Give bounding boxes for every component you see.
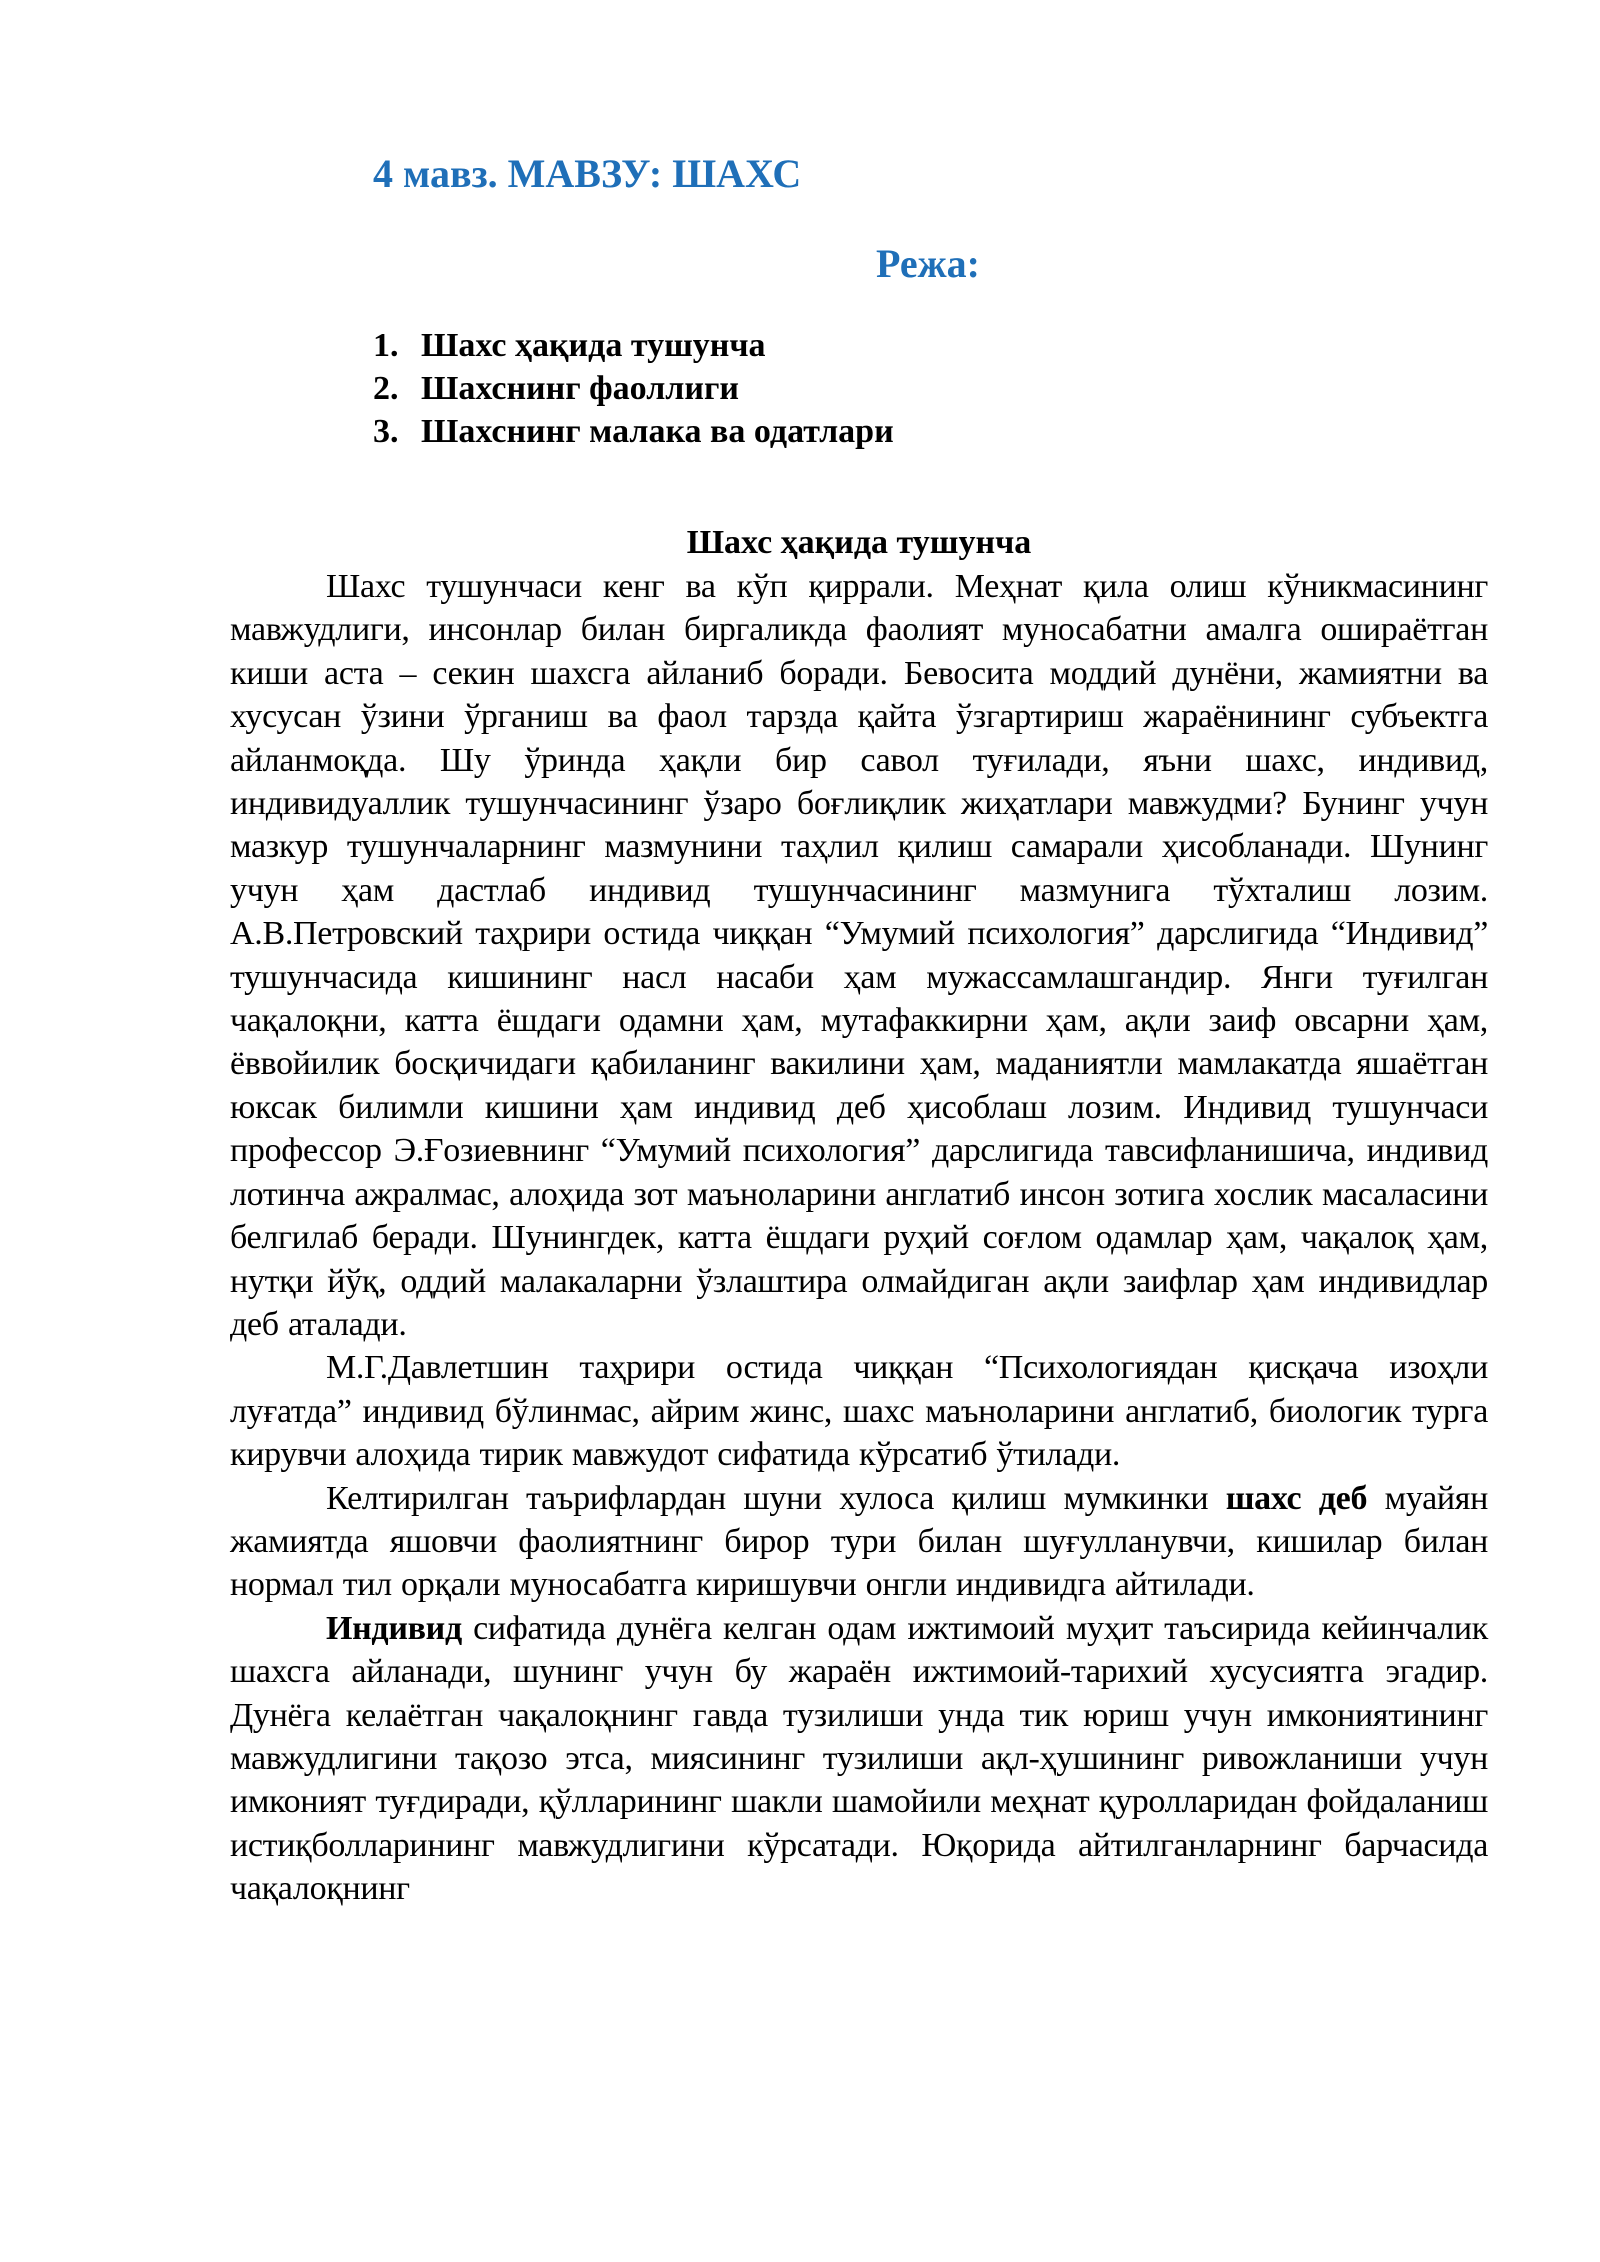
paragraph-4-bold-term: Индивид bbox=[326, 1609, 462, 1647]
paragraph-3 bbox=[230, 1477, 1488, 1607]
paragraph-4 bbox=[230, 1607, 1488, 1911]
section-heading: Шахс ҳақида тушунча bbox=[686, 524, 1032, 561]
plan-item-text: Шахснинг малака ва одатлари bbox=[421, 413, 894, 450]
plan-item-text: Шахснинг фаоллиги bbox=[421, 370, 740, 407]
plan-item bbox=[373, 324, 894, 367]
topic-title: 4 мавз. МАВЗУ: ШАХС bbox=[373, 151, 802, 196]
plan-item bbox=[373, 367, 894, 410]
plan-item-number: 2. bbox=[373, 370, 399, 407]
plan-item-number: 3. bbox=[373, 413, 399, 450]
paragraph-1: Шахс тушунчаси кенг ва кўп қиррали. Меҳнат қила олиш кўникмасининг мавжудлиги, инсонлар билан биргаликда фаолият муносабатни амалга ошираётган киши аста – секин шахсга айланиб боради. Бевосита моддий дунёни, жамиятни ва хусусан ўзини ўрганиш ва фаол тарзда қайта ўзгартириш жараёнининг субъектга айланмоқда. Шу ўринда ҳақли бир савол туғилади, яъни шахс, индивид, индивидуаллик тушунчасининг ўзаро боғлиқлик жиҳатлари мавжудми? Бунинг учун мазкур тушунчаларнинг мазмунини таҳлил қилиш самарали ҳисобланади. Шунинг учун ҳам дастлаб индивид тушунчасининг мазмунига тўхталиш лозим. А.В.Петровский таҳрири остида чиққан “Умумий психология” дарслигида “Индивид” тушунчасида кишининг насл насаби ҳам мужассамлашгандир. Янги туғилган чақалоқни, катта ёшдаги одамни ҳам, мутафаккирни ҳам, ақли заиф овсарни ҳам, ёввойилик босқичидаги қабиланинг вакилини ҳам, маданиятли мамлакатда яшаётган юксак билимли кишини ҳам индивид деб ҳисоблаш лозим. Индивид тушунчаси профессор Э.Ғозиевнинг “Умумий психология” дарслигида тавсифланишича, индивид лотинча ажралмас, алоҳида зот маъноларини англатиб инсон зотига хослик масаласини белгилаб беради. Шунингдек, катта ёшдаги руҳий соғлом одамлар ҳам, чақалоқ ҳам, нутқи йўқ, оддий малакаларни ўзлаштира олмайдиган ақли заифлар ҳам индивидлар деб аталади. bbox=[230, 568, 1488, 1343]
paragraph-2: М.Г.Давлетшин таҳрири остида чиққан “Психологиядан қисқача изоҳли луғатда” индивид бўлинмас, айрим жинс, шахс маъноларини англатиб, биологик турга кирувчи алоҳида тирик мавжудот сифатида кўрсатиб ўтилади. bbox=[230, 1349, 1488, 1474]
paragraph-3-text-end: муайян жамиятда яшовчи фаолиятнинг бирор тури билан шуғулланувчи, кишилар билан нормал тил орқали муносабатга киришувчи онгли индивидга айтилади. bbox=[230, 1479, 1488, 1604]
paragraph-4-text: сифатида дунёга келган одам ижтимоий муҳит таъсирида кейинчалик шахсга айланади, шунинг учун бу жараён ижтимоий-тарихий хусусиятга эгадир. Дунёга келаётган чақалоқнинг гавда тузилиши унда тик юриш учун имкониятининг мавжудлигини тақозо этса, миясининг тузилиши ақл-ҳушининг ривожланиши учун имконият туғдиради, қўлларининг шакли шамойили меҳнат қуролларидан фойдаланиш истиқболларининг мавжудлигини кўрсатади. Юқорида айтилганларнинг барчасида чақалоқнинг bbox=[230, 1609, 1488, 1908]
paragraph-3-bold-term: шахс деб bbox=[1225, 1479, 1368, 1517]
plan-heading: Режа: bbox=[876, 241, 980, 286]
plan-item bbox=[373, 410, 894, 453]
plan-item-number: 1. bbox=[373, 327, 399, 364]
plan-item-text: Шахс ҳақида тушунча bbox=[421, 327, 766, 364]
body-text bbox=[230, 565, 1488, 1911]
paragraph-3-text-start: Келтирилган таърифлардан шуни хулоса қилиш мумкинки bbox=[326, 1479, 1226, 1517]
plan-list bbox=[373, 324, 894, 453]
